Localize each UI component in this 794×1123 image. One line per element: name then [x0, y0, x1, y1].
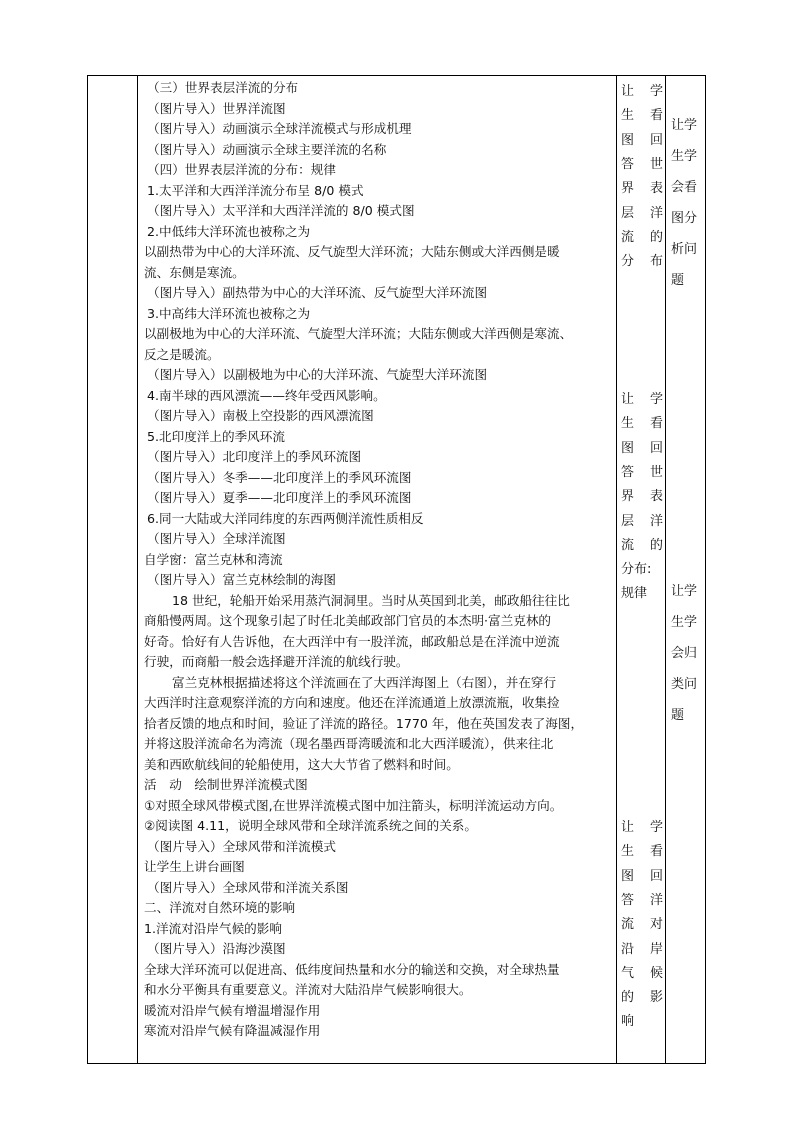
activity-char: 洋	[649, 513, 663, 529]
activity-char: 让	[621, 392, 635, 407]
content-line: （图片导入）夏季——北印度洋上的季风环流图	[147, 490, 412, 505]
activity-char: 洋	[649, 892, 663, 908]
activity-row	[621, 461, 663, 485]
activity-char: 生	[621, 108, 635, 124]
content-line: 寒流对沿岸气候有降温减湿作用	[144, 1023, 321, 1038]
content-line: 1.洋流对沿岸气候的影响	[144, 920, 282, 936]
content-line: 暖流对沿岸气候有增温增湿作用	[144, 1002, 321, 1018]
activity-char: 的	[649, 229, 663, 245]
activity-row	[621, 889, 663, 913]
activity-row	[621, 129, 663, 153]
activity-row	[621, 104, 663, 128]
activity-char: 让	[621, 820, 635, 835]
content-line: 拾者反馈的地点和时间，验证了洋流的路径。1770 年，他在英国发表了海图，	[144, 715, 584, 731]
content-line: （图片导入）全球洋流图	[147, 531, 286, 546]
activity-char: 层	[621, 205, 635, 221]
activity-char: 答	[621, 892, 635, 908]
activity-row	[621, 534, 663, 558]
activity-char: 答	[621, 156, 635, 172]
activity-row	[621, 177, 663, 201]
activity-char: 的	[649, 537, 663, 553]
content-line: （图片导入）南极上空投影的西风漂流图	[147, 408, 374, 423]
activity-row	[621, 202, 663, 226]
content-line: ②阅读图 4.11，说明全球风带和全球洋流系统之间的关系。	[144, 818, 477, 833]
activity-row	[621, 816, 663, 840]
column-divider-2	[616, 75, 617, 1064]
content-line: 3.中高纬大洋环流也被称之为	[147, 305, 311, 321]
activity-row	[621, 388, 663, 412]
content-line: （图片导入）北印度洋上的季风环流图	[147, 449, 362, 464]
content-line: 反之是暖流。	[144, 346, 220, 362]
design-intent-row: 会归	[671, 646, 698, 661]
activity-char: 影	[649, 990, 663, 1006]
activity-row	[621, 938, 663, 962]
content-line: 富兰克林根据描述将这个洋流画在了大西洋海图上（右图），并在穿行	[172, 674, 557, 690]
content-line: 好奇。恰好有人告诉他，在大西洋中有一股洋流，邮政船总是在洋流中逆流	[144, 633, 560, 649]
activity-char: 世	[649, 156, 663, 172]
activity-row	[621, 1010, 663, 1034]
activity-char: 图	[621, 440, 635, 456]
design-intent-row: 生学	[671, 615, 698, 630]
activity-row	[621, 510, 663, 534]
activity-char: 表	[649, 181, 663, 197]
content-line: （图片导入）富兰克林绘制的海图	[147, 572, 336, 587]
activity-char: 表	[649, 489, 663, 505]
content-line: 以副热带为中心的大洋环流、反气旋型大洋环流；大陆东侧或大洋西侧是暖	[144, 244, 560, 259]
column-divider-1	[137, 75, 138, 1064]
activity-char: 生	[621, 844, 635, 860]
activity-char: 图	[621, 868, 635, 884]
activity-char: 学	[649, 392, 663, 407]
activity-row	[621, 153, 663, 177]
activity-row	[621, 558, 663, 582]
activity-row	[621, 250, 663, 274]
activity-row	[621, 913, 663, 937]
activity-char: 回	[649, 440, 663, 456]
content-line: 18 世纪，轮船开始采用蒸汽洞洞里。当时从英国到北美，邮政船往往比	[172, 592, 570, 608]
activity-char: 生	[621, 416, 635, 432]
activity-char: 回	[649, 132, 663, 148]
content-line: （图片导入）太平洋和大西洋洋流的 8/0 模式图	[147, 203, 415, 218]
activity-char: 布	[649, 254, 663, 270]
content-line: 和水分平衡具有重要意义。洋流对大陆沿岸气候影响很大。	[144, 982, 472, 997]
activity-char: 分	[621, 254, 635, 270]
activity-char: 沿	[621, 941, 635, 957]
activity-char: 候	[649, 965, 663, 981]
design-intent-row: 让学	[671, 118, 698, 133]
activity-char: 流	[621, 917, 635, 933]
activity-char: 气	[621, 965, 635, 981]
activity-char: 答	[621, 464, 635, 480]
activity-char: 学	[649, 820, 663, 835]
content-line: （图片导入）世界洋流图	[147, 100, 286, 116]
activity-row	[621, 412, 663, 436]
column-divider-3	[665, 75, 666, 1064]
activity-char: 分布:	[621, 562, 652, 578]
activity-char: 洋	[649, 205, 663, 221]
design-intent-row: 生学	[671, 149, 698, 164]
content-line: （图片导入）以副极地为中心的大洋环流、气旋型大洋环流图	[147, 367, 488, 382]
activity-row	[621, 962, 663, 986]
activity-char: 的	[621, 990, 635, 1006]
content-line: 大西洋时注意观察洋流的方向和速度。他还在洋流通道上放漂流瓶，收集捡	[144, 695, 560, 710]
design-intent-row: 类问	[671, 677, 698, 692]
activity-char: 流	[621, 229, 635, 245]
activity-row	[621, 840, 663, 864]
content-line: （图片导入）动画演示全球洋流模式与形成机理	[147, 121, 412, 136]
content-line: （图片导入）副热带为中心的大洋环流、反气旋型大洋环流图	[147, 285, 488, 300]
content-line: 6.同一大陆或大洋同纬度的东西两侧洋流性质相反	[147, 510, 424, 526]
activity-row	[621, 865, 663, 889]
content-line: 1.太平洋和大西洋洋流分布呈 8/0 模式	[147, 182, 364, 198]
content-line: （三）世界表层洋流的分布	[147, 80, 299, 95]
design-intent-row: 让学	[671, 584, 698, 599]
activity-char: 岸	[649, 941, 663, 957]
activity-row	[621, 437, 663, 461]
activity-char: 学	[649, 84, 663, 99]
activity-char: 看	[649, 108, 663, 124]
design-intent-row: 析问	[671, 242, 698, 257]
activity-char: 响	[621, 1014, 635, 1030]
content-line: （图片导入）全球风带和洋流模式	[147, 838, 336, 854]
content-line: 让学生上讲台画图	[144, 859, 245, 874]
content-line: 2.中低纬大洋环流也被称之为	[147, 223, 311, 239]
content-line: 商船慢两周。这个现象引起了时任北美邮政部门官员的本杰明·富兰克林的	[144, 613, 552, 628]
activity-char: 界	[621, 181, 635, 197]
activity-char: 界	[621, 489, 635, 505]
content-line: 4.南半球的西风漂流——终年受西风影响。	[147, 387, 386, 403]
content-line: （图片导入）冬季——北印度洋上的季风环流图	[147, 469, 412, 485]
activity-row	[621, 80, 663, 104]
activity-char: 回	[649, 868, 663, 884]
content-line: （图片导入）动画演示全球主要洋流的名称	[147, 141, 387, 157]
content-line: 活 动 绘制世界洋流模式图	[144, 777, 308, 792]
activity-char: 世	[649, 464, 663, 480]
activity-char: 看	[649, 844, 663, 860]
content-line: 行驶，而商船一般会选择避开洋流的航线行驶。	[144, 654, 409, 669]
content-line: 美和西欧航线间的轮船使用，这大大节省了燃料和时间。	[144, 756, 459, 772]
content-line: 流、东侧是寒流。	[144, 264, 245, 280]
activity-char: 看	[649, 416, 663, 432]
content-line: 二、洋流对自然环境的影响	[144, 900, 296, 915]
activity-row	[621, 485, 663, 509]
content-line: 以副极地为中心的大洋环流、气旋型大洋环流；大陆东侧或大洋西侧是寒流、	[144, 326, 573, 341]
activity-char: 对	[649, 917, 663, 933]
activity-char: 层	[621, 513, 635, 529]
content-line: （四）世界表层洋流的分布：规律	[147, 162, 336, 177]
content-line: 并将这股洋流命名为湾流（现名墨西哥湾暖流和北大西洋暖流），供来往北	[144, 736, 554, 751]
activity-row	[621, 582, 663, 606]
content-line: ①对照全球风带模式图,在世界洋流模式图中加注箭头，标明洋流运动方向。	[144, 797, 563, 813]
activity-char: 流	[621, 537, 635, 553]
design-intent-row: 图分	[671, 211, 698, 226]
activity-char: 图	[621, 132, 635, 148]
design-intent-row: 题	[671, 708, 685, 723]
content-line: 5.北印度洋上的季风环流	[147, 428, 285, 444]
content-line: 全球大洋环流可以促进高、低纬度间热量和水分的输送和交换，对全球热量	[144, 961, 560, 977]
content-line: 自学窗：富兰克林和湾流	[144, 551, 283, 567]
activity-char: 规律	[621, 586, 648, 602]
design-intent-row: 会看	[671, 180, 698, 195]
activity-char: 让	[621, 84, 635, 99]
design-intent-row: 题	[671, 273, 685, 288]
content-line: （图片导入）沿海沙漠图	[147, 941, 286, 956]
activity-row	[621, 226, 663, 250]
activity-row	[621, 986, 663, 1010]
content-line: （图片导入）全球风带和洋流关系图	[147, 879, 349, 895]
